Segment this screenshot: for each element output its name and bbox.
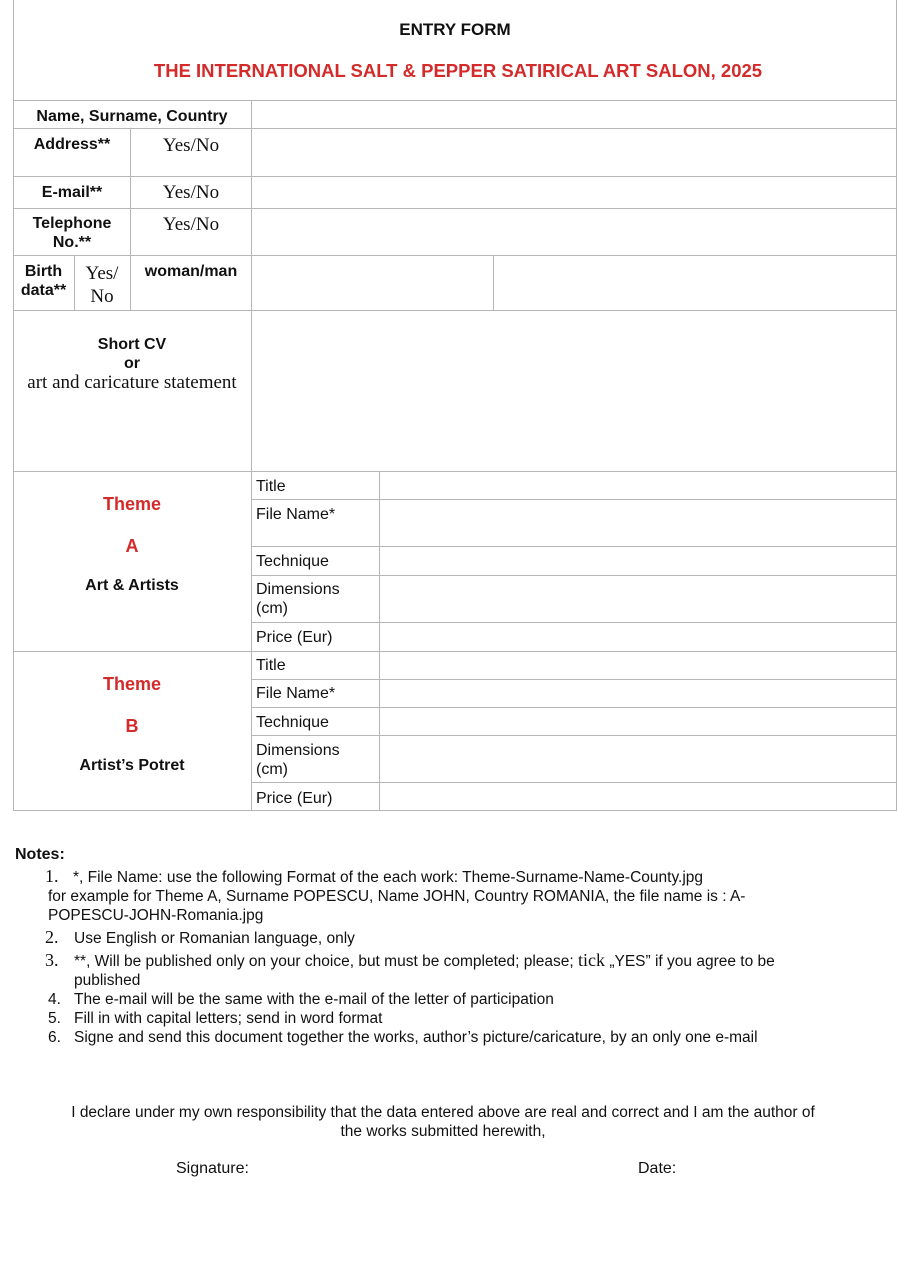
note-3-text [74, 951, 775, 990]
theme-a-word: Theme [102, 494, 162, 514]
telephone-label [13, 214, 131, 252]
note-1-number: 1. [45, 866, 59, 886]
theme-a-letter: A [125, 536, 139, 556]
note-3-tick: tick [578, 950, 606, 970]
gender-field[interactable] [494, 256, 896, 310]
note-1-line2: for example for Theme A, Surname POPESCU, Name JOHN, Country ROMANIA, the file name is : A- [48, 888, 746, 905]
theme-a-dimensions-field[interactable] [380, 576, 896, 622]
theme-b-dimensions-line2: (cm) [256, 761, 288, 778]
theme-b-price-label: Price (Eur) [256, 790, 333, 807]
theme-a-price-field[interactable] [380, 623, 896, 651]
theme-b-dimensions-field[interactable] [380, 736, 896, 782]
theme-a-title-field[interactable] [380, 472, 896, 499]
theme-a-technique-field[interactable] [380, 547, 896, 575]
birth-choice-line2: No [90, 286, 114, 307]
theme-b-title-label: Title [256, 657, 286, 674]
note-4-number: 4. [48, 991, 61, 1008]
theme-b-word: Theme [102, 674, 162, 694]
telephone-field[interactable] [252, 209, 896, 255]
note-3-line1b: „YES” if you agree to be [605, 953, 775, 970]
birth-label-line1: Birth [24, 263, 63, 280]
date-field[interactable] [685, 1156, 875, 1182]
note-6-number: 6. [48, 1029, 61, 1046]
short-cv-field[interactable] [252, 311, 896, 471]
birth-label-line2: data** [20, 282, 67, 299]
note-1-line3: POPESCU-JOHN-Romania.jpg [48, 907, 264, 924]
address-label: Address** [33, 136, 111, 153]
cv-label-line2: or [124, 355, 140, 372]
salon-title: THE INTERNATIONAL SALT & PEPPER SATIRICAL ART SALON, 2025 [153, 60, 763, 81]
theme-a-filename-field[interactable] [380, 500, 896, 546]
short-cv-label [13, 335, 251, 393]
note-3-number: 3. [45, 950, 59, 970]
name-surname-country-label: Name, Surname, Country [36, 108, 228, 125]
date-label: Date: [638, 1160, 677, 1177]
theme-b-filename-field[interactable] [380, 680, 896, 707]
birth-data-label [13, 262, 74, 300]
theme-a-title-label: Title [256, 478, 286, 495]
theme-b-technique-label: Technique [256, 714, 329, 731]
note-5-number: 5. [48, 1010, 61, 1027]
signature-field[interactable] [260, 1156, 560, 1182]
theme-b-title-field[interactable] [380, 652, 896, 679]
theme-b-technique-field[interactable] [380, 708, 896, 735]
note-3-line1a: **, Will be published only on your choice, but must be completed; please; [74, 953, 579, 970]
name-surname-country-field[interactable] [252, 101, 896, 128]
theme-a-price-label: Price (Eur) [256, 629, 333, 646]
theme-b-letter: B [125, 716, 139, 736]
theme-a-dimensions-line2: (cm) [256, 600, 288, 617]
note-2-text: Use English or Romanian language, only [74, 930, 355, 947]
theme-b-filename-label: File Name* [256, 685, 336, 702]
email-field[interactable] [252, 177, 896, 208]
theme-b-name: Artist’s Potret [79, 757, 185, 774]
note-5-text: Fill in with capital letters; send in word format [74, 1010, 383, 1027]
address-field[interactable] [252, 129, 896, 176]
note-6-text: Signe and send this document together the works, author’s picture/caricature, by an only one e-mail [74, 1029, 758, 1046]
theme-a-dimensions-line1: Dimensions [256, 581, 340, 598]
theme-a-filename-label: File Name* [256, 506, 336, 523]
theme-a-name: Art & Artists [85, 577, 179, 594]
declaration-text [0, 1103, 886, 1141]
note-3-line2: published [74, 972, 141, 989]
email-label: E-mail** [41, 184, 103, 201]
birth-data-field[interactable] [252, 256, 493, 310]
theme-b-dimensions-line1: Dimensions [256, 742, 340, 759]
declaration-line1: I declare under my own responsibility that the data entered above are real and correct and I am the author of [71, 1104, 815, 1121]
gender-label: woman/man [144, 263, 238, 280]
notes-heading: Notes: [15, 846, 65, 863]
address-yes-no[interactable]: Yes/No [162, 135, 220, 156]
email-yes-no[interactable]: Yes/No [162, 182, 220, 203]
declaration-line2: the works submitted herewith, [340, 1123, 546, 1140]
note-2-number: 2. [45, 927, 59, 947]
note-4-text: The e-mail will be the same with the e-mail of the letter of participation [74, 991, 554, 1008]
theme-b-price-field[interactable] [380, 783, 896, 810]
birth-yes-no[interactable] [74, 262, 130, 308]
theme-b-dimensions-label [256, 741, 340, 779]
theme-a-technique-label: Technique [256, 553, 329, 570]
note-1-text [48, 868, 745, 925]
cv-label-line3: art and caricature statement [27, 372, 237, 393]
signature-label: Signature: [176, 1160, 249, 1177]
theme-a-dimensions-label [256, 580, 340, 618]
form-title: ENTRY FORM [399, 20, 511, 39]
note-1-line1: *, File Name: use the following Format of the each work: Theme-Surname-Name-County.jpg [73, 869, 704, 886]
telephone-yes-no[interactable]: Yes/No [162, 214, 220, 235]
telephone-label-line1: Telephone [32, 215, 112, 232]
cv-label-line1: Short CV [97, 336, 167, 353]
telephone-label-line2: No.** [52, 234, 92, 251]
birth-choice-line1: Yes/ [85, 263, 119, 284]
